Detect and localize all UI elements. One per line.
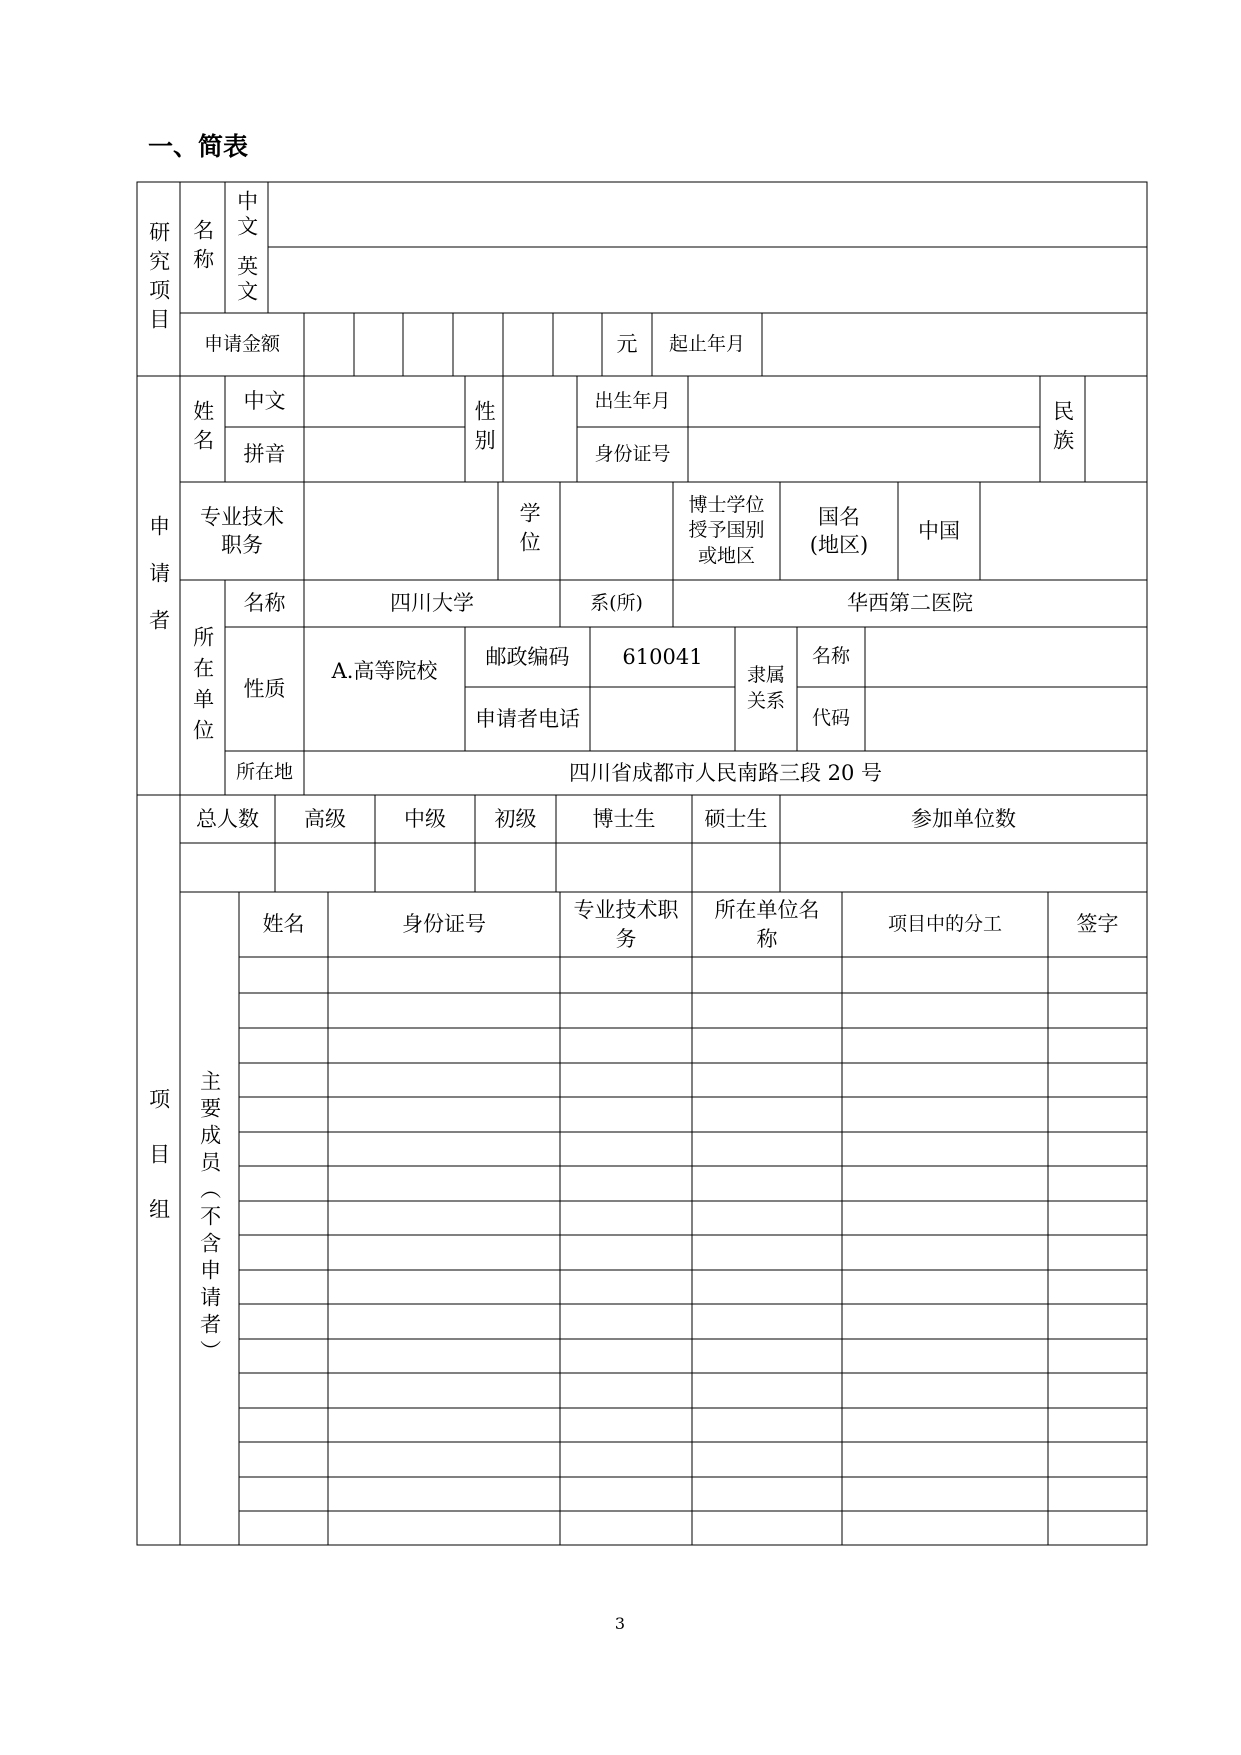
unit-nature-value: A.高等院校 (331, 659, 438, 683)
department-label: 系(所) (590, 591, 643, 614)
country-name-label: 国名 (地区) (809, 504, 869, 557)
degree-country-label: 博士学位 授予国别 或地区 (688, 493, 765, 567)
gender-label: 性别 (472, 400, 497, 458)
address-label: 所在地 (235, 761, 293, 784)
amount-label: 申请金额 (203, 332, 280, 355)
professional-title-label: 专业技术 职务 (200, 504, 284, 557)
project-team-label: 项目组 (146, 1087, 171, 1253)
count-header-intermediate: 中级 (404, 806, 446, 831)
member-header-id: 身份证号 (402, 912, 486, 937)
chinese-name-label: 中文 (234, 189, 259, 240)
count-header-senior: 高级 (304, 806, 346, 831)
unit-name-value: 四川大学 (390, 591, 474, 616)
count-header-total: 总人数 (196, 806, 259, 831)
period-label: 起止年月 (668, 332, 745, 355)
id-number-label: 身份证号 (594, 442, 671, 465)
count-header-units: 参加单位数 (911, 806, 1016, 831)
affiliation-name-label: 名称 (811, 645, 850, 668)
applicant-label: 申请者 (146, 515, 171, 656)
country-value: 中国 (918, 518, 960, 543)
unit-nature-label: 性质 (243, 676, 286, 701)
applicant-chinese-label: 中文 (243, 389, 286, 414)
applicant-name-label: 姓名 (190, 400, 215, 458)
english-name-label: 英文 (234, 255, 259, 305)
birth-date-label: 出生年月 (594, 389, 671, 412)
affiliation-code-label: 代码 (811, 707, 850, 730)
unit-name-label: 名称 (243, 591, 286, 616)
count-header-junior: 初级 (494, 806, 537, 831)
address-value: 四川省成都市人民南路三段 20 号 (568, 760, 883, 785)
research-project-label: 研究项目 (146, 221, 171, 337)
project-name-label: 名称 (190, 218, 215, 277)
member-header-name: 姓名 (262, 912, 305, 937)
member-header-title: 专业技术职 务 (573, 898, 679, 951)
affiliation-label: 隶属 关系 (746, 664, 785, 712)
count-header-masters: 硕士生 (704, 806, 768, 831)
department-value: 华西第二医院 (847, 591, 973, 616)
count-header-phd: 博士生 (592, 806, 656, 831)
applicant-phone-label: 申请者电话 (475, 706, 580, 731)
yuan-label: 元 (616, 332, 638, 357)
postal-code-value: 610041 (622, 644, 703, 669)
page-number: 3 (614, 1614, 626, 1633)
degree-label: 学位 (517, 502, 542, 560)
ethnicity-label: 民族 (1050, 400, 1075, 458)
main-members-label: 主要成员（不含申请者） (197, 1070, 222, 1367)
section-title: 一、简表 (148, 132, 249, 161)
member-header-role: 项目中的分工 (887, 912, 1002, 935)
postal-code-label: 邮政编码 (485, 644, 570, 669)
applicant-pinyin-label: 拼音 (243, 442, 286, 467)
unit-label: 所在单位 (190, 625, 215, 750)
member-header-unit: 所在单位名 称 (714, 898, 820, 951)
member-header-signature: 签字 (1076, 912, 1119, 937)
